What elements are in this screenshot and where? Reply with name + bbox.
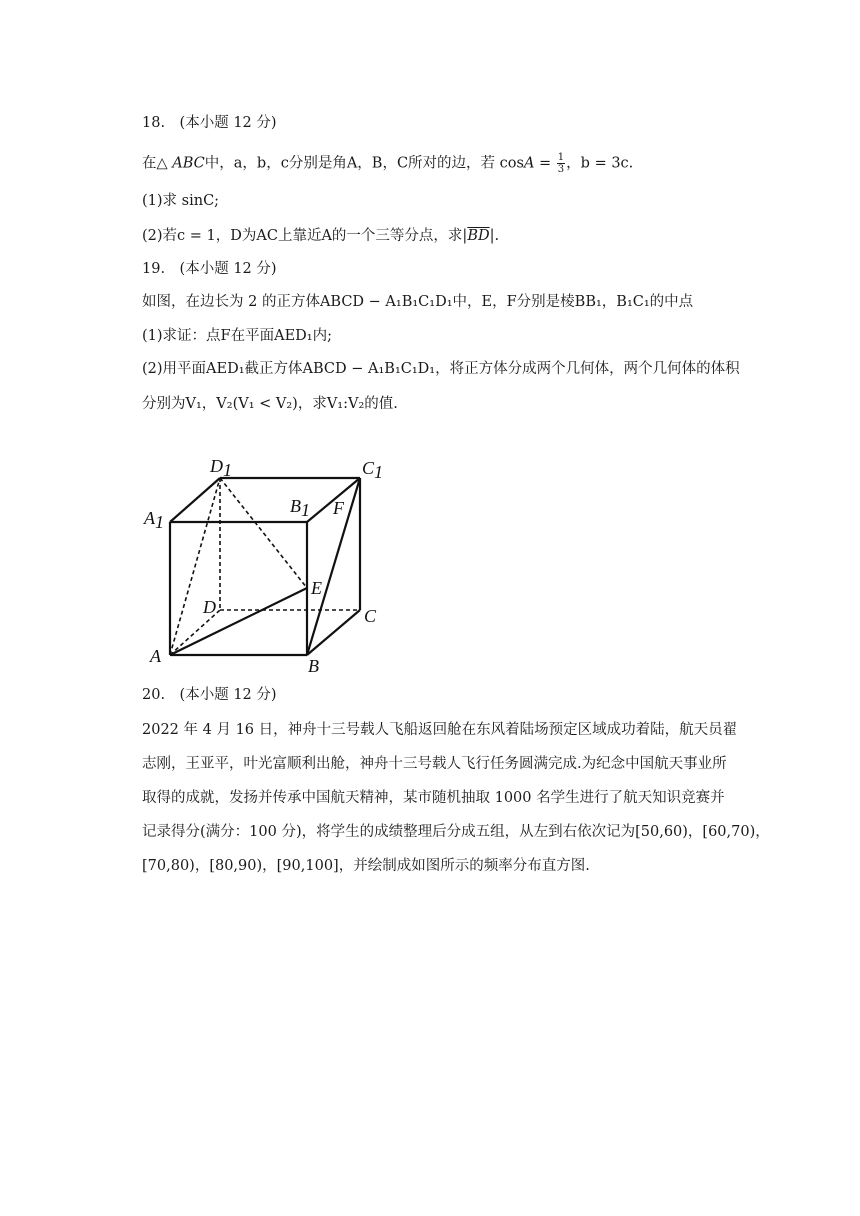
q18-stem-e: =: [534, 155, 556, 172]
q20-line3: 取得的成就，发扬并传承中国航天精神，某市随机抽取 1000 名学生进行了航天知识竞赛并: [142, 790, 725, 806]
q19-part2-line2: 分别为V₁，V₂(V₁ < V₂)，求V₁:V₂的值.: [142, 396, 398, 412]
q18-stem-b: ABC: [172, 155, 205, 172]
q18-part2: [142, 226, 499, 246]
label-f: F: [333, 498, 344, 518]
q19-part2-line1: (2)用平面AED₁截正方体ABCD − A₁B₁C₁D₁，将正方体分成两个几何体，两个几何体的体积: [142, 361, 740, 377]
q18-frac-den: 3: [557, 164, 565, 175]
q18-header: 18. (本小题 12 分): [142, 115, 277, 131]
label-a: A: [150, 646, 161, 666]
q18-part2-b: |.: [489, 228, 500, 244]
q20-line1: 2022 年 4 月 16 日，神舟十三号载人飞船返回舱在东风着陆场预定区域成功着陆，航天员翟: [142, 722, 738, 738]
q18-stem-f: ，b = 3c.: [566, 155, 634, 172]
segment-ae: [170, 588, 307, 655]
label-d1: D1: [210, 456, 232, 480]
label-d: D: [203, 597, 216, 617]
segment-d1e: [220, 478, 307, 588]
q19-part1: (1)求证：点F在平面AED₁内;: [142, 328, 332, 344]
q18-part2-a: (2)若c = 1，D为AC上靠近A的一个三等分点，求|: [142, 228, 468, 244]
label-b1: B1: [290, 496, 310, 520]
label-b: B: [308, 656, 319, 676]
q18-fraction: [557, 152, 565, 175]
q18-stem-d: A: [523, 155, 535, 172]
q19-header: 19. (本小题 12 分): [142, 261, 277, 277]
q18-vector-bd: $\overline{BD}$: [467, 228, 490, 244]
label-c: C: [364, 606, 377, 626]
q18-frac-num: 1: [557, 152, 565, 163]
label-a1: A1: [144, 508, 164, 532]
label-c1: C1: [362, 458, 384, 482]
q19-stem: 如图，在边长为 2 的正方体ABCD − A₁B₁C₁D₁中，E，F分别是棱BB₁，B₁C₁的中点: [142, 294, 694, 310]
q18-part1: (1)求 sinC;: [142, 193, 220, 209]
edge-a1d1: [170, 478, 220, 522]
label-e: E: [311, 578, 322, 598]
cube-hidden-edges: [170, 478, 360, 655]
q18-stem-c: 中，a，b，c分别是角A，B，C所对的边，若 cos: [204, 155, 524, 172]
edge-bc: [307, 610, 360, 655]
cube-figure: [140, 450, 390, 680]
q18-stem: [142, 152, 633, 175]
segment-ad1: [170, 478, 220, 655]
q20-line4: 记录得分(满分：100 分)，将学生的成绩整理后分成五组，从左到右依次记为[50,60)，[60,70)，: [142, 824, 770, 840]
q18-stem-a: 在△: [142, 155, 173, 172]
q20-line5: [70,80)，[80,90)，[90,100]，并绘制成如图所示的频率分布直方图.: [142, 858, 590, 874]
q20-line2: 志刚，王亚平，叶光富顺利出舱，神舟十三号载人飞行任务圆满完成.为纪念中国航天事业所: [142, 756, 727, 772]
q20-header: 20. (本小题 12 分): [142, 687, 277, 703]
